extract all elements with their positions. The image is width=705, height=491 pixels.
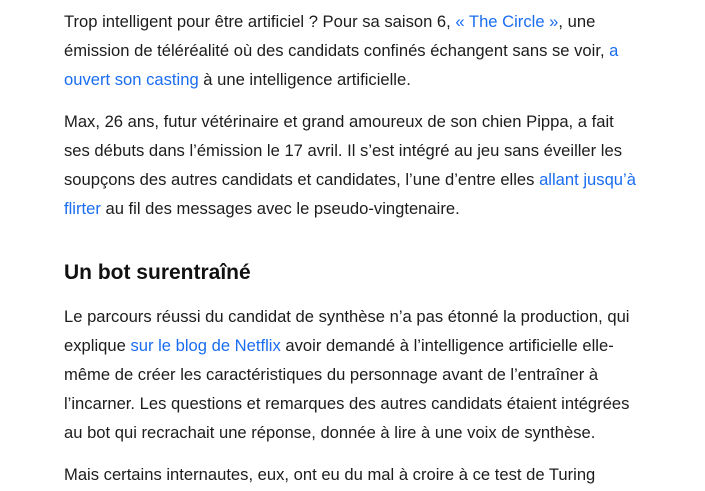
paragraph-turing (64, 460, 644, 489)
paragraph-text: Max, 26 ans, futur vétérinaire et grand amoureux de son chien Pippa, a fait ses débuts dans l’émission le 17 avril. Il s’est intégré au jeu sans éveiller les soupçons des autres candidats et candidates, l’une d’entre elles (64, 112, 623, 189)
paragraph-max (64, 107, 644, 223)
paragraph-text: Le parcours réussi du candidat de synthèse n’a pas étonné la production, qui explique (64, 307, 630, 355)
paragraph-parcours (64, 302, 644, 447)
paragraph-text: Trop intelligent pour être artificiel ? Pour sa saison 6, (64, 12, 456, 31)
link-netflix-blog[interactable]: sur le blog de Netflix (130, 336, 281, 355)
paragraph-text: , une émission de téléréalité où des candidats confinés échangent sans se voir, (64, 12, 610, 60)
section-heading: Un bot surentraîné (64, 261, 251, 284)
link-flirter[interactable]: allant jusqu’à flirter (64, 170, 636, 218)
paragraph-text: à une intelligence artificielle. (198, 70, 411, 89)
paragraph-text: Mais certains internautes, eux, ont eu du mal à croire à ce test de Turing (64, 465, 596, 484)
link-the-circle[interactable]: « The Circle » (455, 12, 559, 31)
paragraph-text: au fil des messages avec le pseudo-vingtenaire. (100, 199, 460, 218)
paragraph-text: avoir demandé à l’intelligence artificielle elle-même de créer les caractéristiques du personnage avant de l’entraîner à l’incarner. Les questions et remarques des autres candidats étaient intégrées au bot qui recrachait une réponse, donnée à lire à une voix de synthèse. (64, 336, 630, 442)
paragraph-intro (64, 7, 644, 94)
link-casting[interactable]: a ouvert son casting (64, 41, 619, 89)
